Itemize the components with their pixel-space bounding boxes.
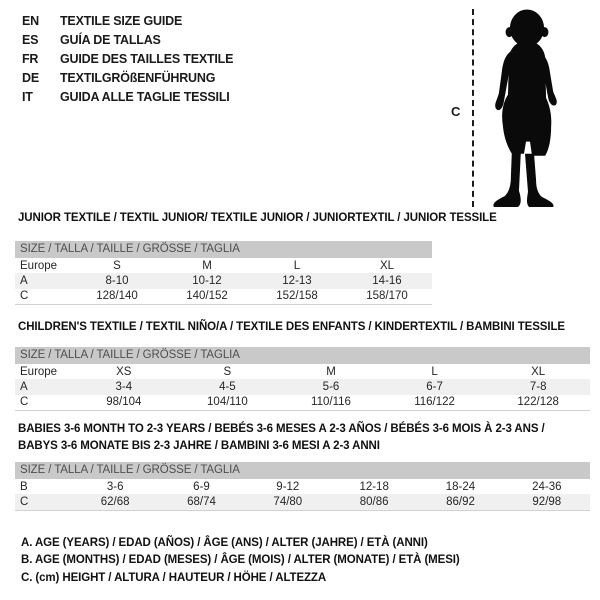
height-measure-label: C (451, 104, 461, 119)
height-cell: 62/68 (100, 496, 130, 509)
age-cell: 3-4 (115, 381, 133, 394)
age-cell: 4-5 (219, 381, 236, 394)
language-row-en (22, 11, 233, 30)
age-cell: 14-16 (372, 275, 402, 288)
row-label: C (20, 396, 29, 409)
toddler-silhouette (481, 7, 573, 208)
babies-size-table (15, 462, 590, 511)
language-row-es (22, 30, 233, 49)
age-cell: 12-13 (282, 275, 312, 288)
language-row-de (22, 68, 233, 87)
row-label: Europe (20, 259, 58, 272)
junior-size-table (15, 241, 432, 305)
junior-textile-section (15, 212, 497, 305)
size-cell: XL (379, 259, 395, 272)
footnote-age-months: B. AGE (MONTHS) / EDAD (MESES) / ÂGE (MOIS) / ALTER (MONATE) / ETÀ (MESI) (21, 554, 460, 567)
language-code: ES (22, 32, 39, 47)
size-cell: L (293, 259, 301, 272)
age-cell: 7-8 (529, 381, 547, 394)
size-cell: S (113, 259, 121, 272)
height-cell: 86/92 (446, 496, 475, 509)
table-row-height (15, 494, 590, 509)
language-row-it (22, 87, 233, 106)
language-label: GUÍA DE TALLAS (60, 32, 161, 47)
height-cell: 140/152 (186, 290, 228, 303)
age-cell: 6-7 (426, 381, 443, 394)
row-label: C (20, 496, 29, 509)
language-label: GUIDA ALLE TAGLIE TESSILI (60, 89, 230, 104)
babies-section-title-line1: BABIES 3-6 MONTH TO 2-3 YEARS / BEBÉS 3-6 MESES A 2-3 AÑOS / BÉBÉS 3-6 MOIS À 2-3 ANS / (18, 423, 545, 435)
language-label: TEXTILGRÖßENFÜHRUNG (60, 70, 216, 85)
months-cell: 9-12 (276, 480, 300, 493)
language-code: DE (22, 70, 39, 85)
row-label: C (20, 290, 29, 303)
height-cell: 116/122 (414, 396, 455, 409)
height-cell: 80/86 (359, 496, 389, 509)
table-row-months (15, 479, 590, 494)
childrens-textile-section (15, 321, 590, 411)
language-list (22, 11, 233, 106)
size-cell: XS (116, 365, 132, 378)
table-row-europe (15, 364, 590, 379)
height-cell: 74/80 (273, 496, 303, 509)
footnote-age-years: A. AGE (YEARS) / EDAD (AÑOS) / ÂGE (ANS) / ALTER (JAHRE) / ETÀ (ANNI) (21, 537, 428, 549)
size-cell: XL (531, 365, 546, 378)
table-row-age (15, 379, 590, 394)
babies-textile-section (15, 421, 590, 511)
footnote-legend (21, 535, 460, 587)
size-header-bar: SIZE / TALLA / TAILLE / GRÖSSE / TAGLIA (15, 462, 590, 479)
table-row-height (15, 395, 590, 410)
height-cell: 98/104 (106, 396, 142, 409)
row-label: A (20, 381, 28, 394)
language-label: GUIDE DES TAILLES TEXTILE (60, 51, 234, 66)
language-row-fr (22, 49, 233, 68)
age-cell: 10-12 (192, 275, 222, 288)
size-cell: S (223, 365, 232, 378)
babies-section-title-line2: BABYS 3-6 MONATE BIS 2-3 JAHRE / BAMBINI 3-6 MESI A 2-3 ANNI (18, 439, 380, 452)
footnote-height: C. (cm) HEIGHT / ALTURA / HAUTEUR / HÖHE / ALTEZZA (21, 571, 327, 584)
height-cell: 128/140 (96, 290, 138, 303)
size-cell: L (431, 365, 438, 378)
junior-section-title: JUNIOR TEXTILE / TEXTIL JUNIOR/ TEXTILE JUNIOR / JUNIORTEXTIL / JUNIOR TESSILE (18, 212, 497, 224)
childrens-size-table (15, 347, 590, 411)
language-code: EN (22, 13, 39, 28)
size-header-bar: SIZE / TALLA / TAILLE / GRÖSSE / TAGLIA (15, 347, 590, 364)
table-row-europe (15, 258, 432, 273)
childrens-section-title: CHILDREN'S TEXTILE / TEXTIL NIÑO/A / TEXTILE DES ENFANTS / KINDERTEXTIL / BAMBINI TESSILE (18, 321, 565, 333)
height-cell: 152/158 (276, 290, 318, 303)
months-cell: 6-9 (193, 480, 210, 493)
age-cell: 8-10 (105, 275, 129, 288)
size-header-bar: SIZE / TALLA / TAILLE / GRÖSSE / TAGLIA (15, 241, 432, 258)
months-cell: 3-6 (106, 480, 124, 493)
height-cell: 158/170 (366, 290, 408, 303)
height-cell: 110/116 (311, 396, 351, 409)
table-row-height (15, 289, 432, 304)
months-cell: 24-36 (532, 480, 562, 493)
row-label: A (20, 275, 28, 288)
age-cell: 5-6 (322, 381, 340, 394)
size-cell: M (326, 365, 336, 378)
language-code: FR (22, 51, 39, 66)
height-cell: 68/74 (187, 496, 216, 509)
height-cell: 104/110 (207, 396, 248, 409)
height-cell: 92/98 (532, 496, 562, 509)
months-cell: 18-24 (445, 480, 476, 493)
language-label: TEXTILE SIZE GUIDE (60, 13, 183, 28)
language-code: IT (22, 89, 33, 104)
height-cell: 122/128 (517, 396, 559, 409)
height-measure-dashed-line (472, 9, 474, 207)
row-label: B (20, 480, 28, 493)
size-cell: M (202, 259, 212, 272)
table-row-age (15, 273, 432, 288)
months-cell: 12-18 (359, 480, 389, 493)
row-label: Europe (20, 365, 58, 378)
